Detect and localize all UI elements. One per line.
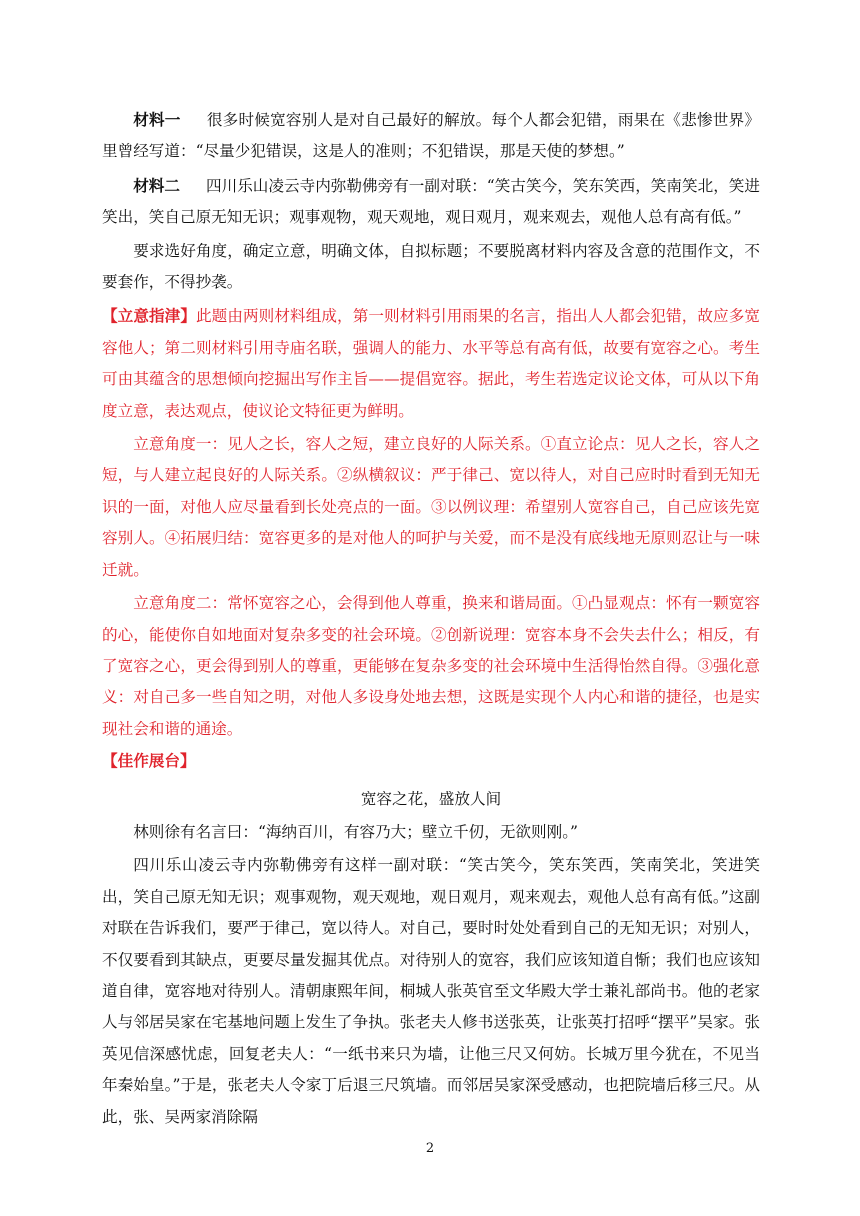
guide-label: 【立意指津】 xyxy=(102,306,197,326)
material1-text: 很多时候宽容别人是对自己最好的解放。每个人都会犯错，雨果在《悲惨世界》里曾经写道：“尽量少犯错误，这是人的准则；不犯错误，那是天使的梦想。” xyxy=(102,111,760,161)
material1-paragraph xyxy=(102,104,760,168)
essay-title: 宽容之花，盛放人间 xyxy=(360,789,502,808)
material2-text: 四川乐山凌云寺内弥勒佛旁有一副对联：“笑古笑今，笑东笑西，笑南笑北，笑进笑出，笑自己原无知无识；观事观物，观天观地，观日观月，观来观去，观他人总有高有低。” xyxy=(102,176,760,227)
guide-angle2: 立意角度二：常怀宽容之心，会得到他人尊重，换来和谐局面。①凸显观点：怀有一颗宽容的心，能使你自如地面对复杂多变的社会环境。②创新说理：宽容本身不会失去什么；相反，有了宽容之心，更会得到别人的尊重，更能够在复杂多变的社会环境中生活得怡然自得。③强化意义：对自己多一些自知之明，对他人多设身处地去想，这既是实现个人内心和谐的捷径，也是实现社会和谐的通途。 xyxy=(102,594,760,738)
guide-paragraph xyxy=(102,300,760,427)
material2-label: 材料二 xyxy=(133,175,180,195)
requirement-paragraph: 要求选好角度，确定立意，明确文体，自拟标题；不要脱离材料内容及含意的范围作文，不要套作，不得抄袭。 xyxy=(102,241,760,292)
page-number: 2 xyxy=(425,1141,435,1156)
essay-paragraph-1: 林则徐有名言曰：“海纳百川，有容乃大；壁立千仞，无欲则刚。” xyxy=(133,822,578,841)
showcase-label: 【佳作展台】 xyxy=(102,751,196,771)
guide-angle1: 立意角度一：见人之长，容人之短，建立良好的人际关系。①直立论点：见人之长，容人之短，与人建立起良好的人际关系。②纵横叙议：严于律己、宽以待人，对自己应时时看到无知无识的一面，对他人应尽量看到长处亮点的一面。③以例议理：希望别人宽容自己，自己应该先宽容别人。④拓展归结：宽容更多的是对他人的呵护与关爱，而不是没有底线地无原则忍让与一味迁就。 xyxy=(102,435,760,579)
guide-text: 此题由两则材料组成，第一则材料引用雨果的名言，指出人人都会犯错，故应多宽容他人；第二则材料引用寺庙名联，强调人的能力、水平等总有高有低，故要有宽容之心。考生可由其蕴含的思想倾向挖掘出写作主旨——提倡宽容。据此，考生若选定议论文体，可从以下角度立意，表达观点，使议论文特征更为鲜明。 xyxy=(102,307,760,420)
page-content xyxy=(102,104,760,1133)
essay-paragraph-2: 四川乐山凌云寺内弥勒佛旁有这样一副对联：“笑古笑今，笑东笑西，笑南笑北，笑进笑出，笑自己原无知无识；观事观物，观天观地，观日观月，观来观去，观他人总有高有低。”这副对联在告诉我们，要严于律己，宽以待人。对自己，要时时处处看到自己的无知无识；对别人，不仅要看到其缺点，更要尽量发掘其优点。对待别人的宽容，我们应该知道自惭；我们也应该知道自律，宽容地对待别人。清朝康熙年间，桐城人张英官至文华殿大学士兼礼部尚书。他的老家人与邻居吴家在宅基地问题上发生了争执。张老夫人修书送张英，让张英打招呼“摆平”吴家。张英见信深感忧虑，回复老夫人：“一纸书来只为墙，让他三尺又何妨。长城万里今犹在，不见当年秦始皇。”于是，张老夫人令家丁后退三尺筑墙。而邻居吴家深受感动，也把院墙后移三尺。从此，张、吴两家消除隔 xyxy=(102,856,760,1126)
material2-paragraph xyxy=(102,170,760,234)
material1-label: 材料一 xyxy=(133,110,181,129)
